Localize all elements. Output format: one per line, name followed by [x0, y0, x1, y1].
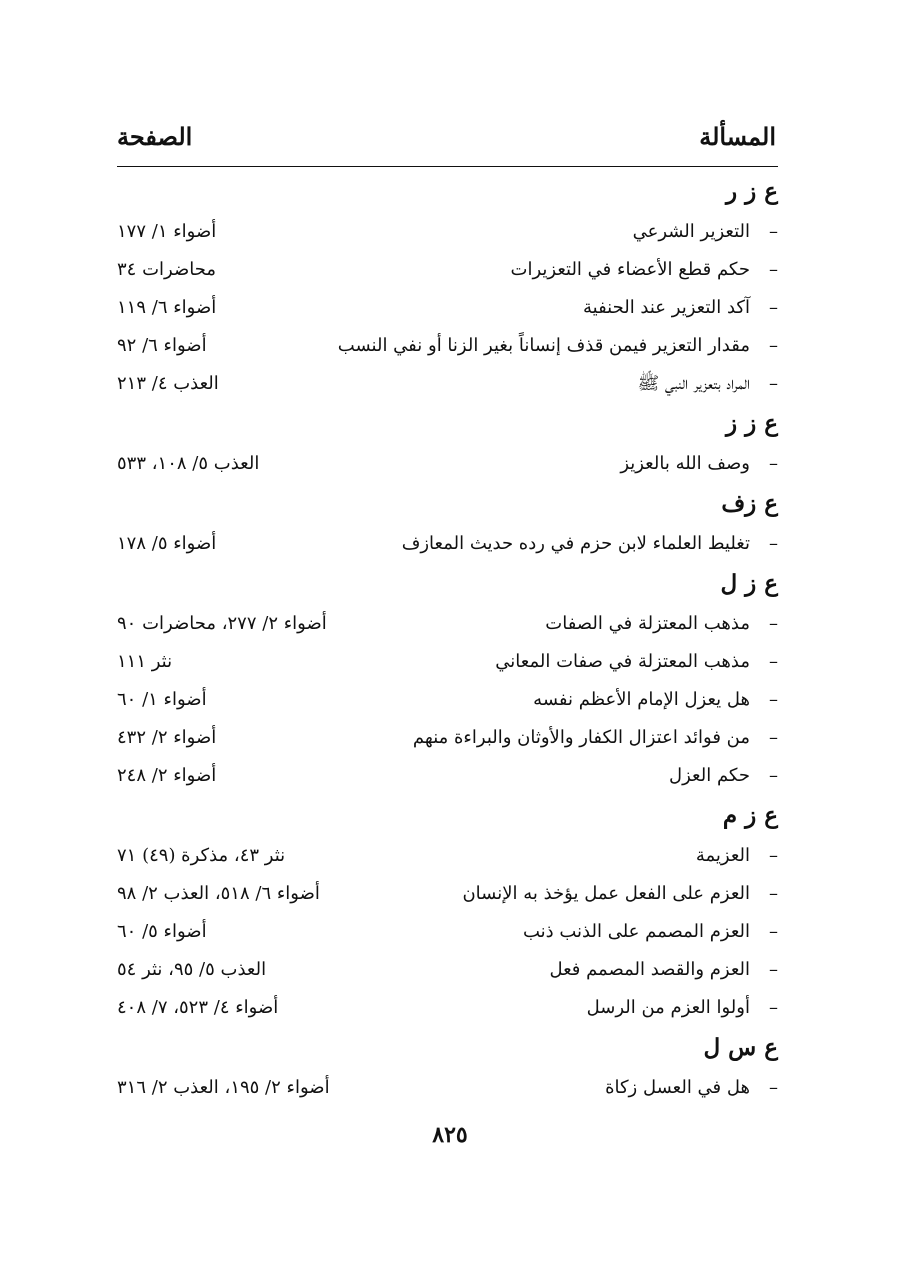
index-entry [117, 213, 778, 251]
entry-issue [523, 913, 778, 951]
index-entry [117, 605, 778, 643]
entry-text: هل يعزل الإمام الأعظم نفسه [533, 689, 750, 710]
dash-marker: – [769, 727, 778, 748]
entry-reference: نثر ١١١ [117, 651, 173, 672]
entry-text: العزيمة [695, 845, 750, 866]
entry-text: العزم على الفعل عمل يؤخذ به الإنسان [462, 883, 750, 904]
entry-issue [583, 289, 778, 327]
entry-reference: العذب ٥/ ٩٥، نثر ٥٤ [117, 959, 267, 980]
dash-marker: – [769, 373, 778, 394]
entry-issue [511, 251, 778, 289]
entry-text: تغليط العلماء لابن حزم في رده حديث المعازف [401, 533, 750, 554]
dash-marker: – [769, 765, 778, 786]
dash-marker: – [769, 453, 778, 474]
dash-marker: – [769, 221, 778, 242]
entry-reference: أضواء ٢/ ٤٣٢ [117, 727, 217, 748]
entry-reference: أضواء ٢/ ٢٤٨ [117, 765, 217, 786]
entry-text: مذهب المعتزلة في الصفات [545, 613, 750, 634]
entry-reference: أضواء ٢/ ٢٧٧، محاضرات ٩٠ [117, 613, 327, 634]
entry-issue [402, 525, 778, 563]
entry-issue [462, 875, 778, 913]
index-entry [117, 913, 778, 951]
index-entry [117, 989, 778, 1027]
entry-reference: أضواء ٥/ ١٧٨ [117, 533, 217, 554]
entry-reference: أضواء ٤/ ٥٢٣، ٧/ ٤٠٨ [117, 997, 279, 1018]
entry-reference: العذب ٥/ ١٠٨، ٥٣٣ [117, 453, 260, 474]
index-entry [117, 643, 778, 681]
index-entry [117, 837, 778, 875]
index-entries [117, 171, 778, 1107]
entry-issue [533, 681, 778, 719]
index-entry [117, 327, 778, 365]
header-divider [117, 166, 778, 167]
entry-issue [413, 719, 778, 757]
entry-reference: أضواء ٦/ ٥١٨، العذب ٢/ ٩٨ [117, 883, 320, 904]
entry-issue [549, 951, 778, 989]
root-group [117, 483, 778, 563]
root-heading: ع ز ل [720, 570, 778, 597]
entry-issue [338, 327, 778, 365]
dash-marker: – [769, 997, 778, 1018]
index-entry [117, 681, 778, 719]
root-group [117, 795, 778, 1027]
dash-marker: – [769, 883, 778, 904]
index-entry [117, 289, 778, 327]
entry-issue [633, 213, 778, 251]
entry-reference: أضواء ١/ ١٧٧ [117, 221, 217, 242]
dash-marker: – [769, 533, 778, 554]
index-entry [117, 525, 778, 563]
entry-issue [620, 445, 778, 483]
entry-reference: أضواء ٦/ ٩٢ [117, 335, 207, 356]
entry-reference: محاضرات ٣٤ [117, 259, 216, 280]
index-entry [117, 251, 778, 289]
dash-marker: – [769, 689, 778, 710]
entry-text: حكم قطع الأعضاء في التعزيرات [510, 259, 750, 280]
root-heading: ع ز ز [726, 410, 778, 437]
entry-reference: أضواء ٥/ ٦٠ [117, 921, 207, 942]
entry-text: المراد بتعزير النبي ﷺ [637, 373, 750, 394]
index-entry [117, 365, 778, 403]
dash-marker: – [769, 335, 778, 356]
root-heading: ع ز ر [726, 178, 778, 205]
entry-reference: أضواء ٢/ ١٩٥، العذب ٢/ ٣١٦ [117, 1077, 330, 1098]
page-number: ٨٢٥ [432, 1122, 468, 1148]
entry-issue [587, 989, 778, 1027]
index-entry [117, 757, 778, 795]
dash-marker: – [769, 921, 778, 942]
root-group [117, 171, 778, 403]
index-entry [117, 951, 778, 989]
root-heading: ع زف [721, 490, 778, 517]
entry-text: التعزير الشرعي [632, 221, 750, 242]
entry-reference: أضواء ١/ ٦٠ [117, 689, 207, 710]
entry-issue [495, 643, 778, 681]
dash-marker: – [769, 297, 778, 318]
entry-reference: أضواء ٦/ ١١٩ [117, 297, 217, 318]
entry-text: حكم العزل [669, 765, 750, 786]
root-group [117, 563, 778, 795]
entry-text: من فوائد اعتزال الكفار والأوثان والبراءة منهم [412, 727, 750, 748]
dash-marker: – [769, 651, 778, 672]
root-group [117, 403, 778, 483]
entry-issue [637, 365, 778, 403]
index-entry [117, 1069, 778, 1107]
entry-text: آكد التعزير عند الحنفية [582, 297, 750, 318]
dash-marker: – [769, 959, 778, 980]
dash-marker: – [769, 1077, 778, 1098]
entry-issue [669, 757, 778, 795]
entry-reference: نثر ٤٣، مذكرة (٤٩) ٧١ [117, 845, 286, 866]
page-column-header: الصفحة [117, 122, 193, 151]
issue-column-header: المسألة [699, 122, 776, 151]
entry-text: مذهب المعتزلة في صفات المعاني [495, 651, 750, 672]
dash-marker: – [769, 259, 778, 280]
index-entry [117, 719, 778, 757]
entry-issue [696, 837, 778, 875]
entry-issue [605, 1069, 778, 1107]
entry-text: هل في العسل زكاة [605, 1077, 750, 1098]
root-heading: ع س ل [703, 1034, 778, 1061]
dash-marker: – [769, 613, 778, 634]
entry-text: وصف الله بالعزيز [620, 453, 750, 474]
entry-text: مقدار التعزير فيمن قذف إنساناً بغير الزنا أو نفي النسب [337, 335, 750, 356]
root-heading: ع ز م [722, 802, 778, 829]
entry-text: العزم والقصد المصمم فعل [549, 959, 750, 980]
entry-text: أولوا العزم من الرسل [586, 997, 750, 1018]
index-entry [117, 445, 778, 483]
root-group [117, 1027, 778, 1107]
entry-text: العزم المصمم على الذنب ذنب [522, 921, 750, 942]
index-entry [117, 875, 778, 913]
dash-marker: – [769, 845, 778, 866]
entry-issue [545, 605, 778, 643]
entry-reference: العذب ٤/ ٢١٣ [117, 373, 219, 394]
